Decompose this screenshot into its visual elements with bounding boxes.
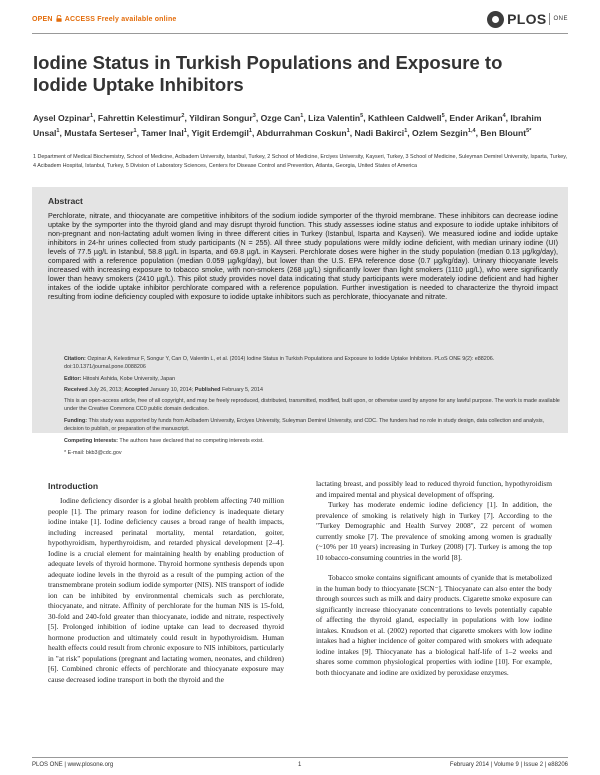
- competing-interests: [64, 437, 560, 445]
- author-name: Mustafa Serteser: [64, 128, 134, 139]
- author-affiliation-marker: 1: [56, 128, 60, 135]
- author-affiliation-marker: 1: [346, 128, 350, 135]
- author-affiliation-marker: 1: [404, 128, 408, 135]
- footer-rule: [32, 757, 568, 758]
- citation: [64, 355, 560, 372]
- author-affiliation-marker: 5*: [526, 128, 532, 135]
- email[interactable]: * E-mail: bkb3@cdc.gov: [64, 450, 122, 456]
- citation-label: Citation:: [64, 356, 86, 362]
- author-affiliation-marker: 4: [502, 113, 506, 119]
- journal-header: [32, 9, 568, 31]
- received-date: July 26, 2013;: [89, 387, 123, 393]
- left-column: [48, 496, 284, 685]
- editor: [64, 375, 560, 383]
- footer-journal: PLOS ONE | www.plosone.org: [32, 762, 114, 768]
- right-column: [316, 479, 552, 678]
- open-label: OPEN: [32, 16, 53, 23]
- funding-label: Funding:: [64, 418, 88, 424]
- plos-wordmark: PLOS: [507, 11, 547, 27]
- affiliations: 1 Department of Medical Biochemistry, School of Medicine, Acibadem University, Istanbul, Turkey, 2 School of Medicine, Erciyes University, Kayseri, Turkey, 3 School of Medicine, Suleyman Demirel University, Isparta, Turkey, 4 Acibadem Hospital, Istanbul, Turkey, 5 Division of Laboratory Sciences, Centers for Disease Control and Prevention, Atlanta, Georgia, United States of America: [33, 154, 568, 169]
- author-name: Ender Arikan: [449, 112, 503, 123]
- received-label: Received: [64, 387, 88, 393]
- plos-logo-icon: [487, 11, 504, 28]
- open-access-banner: [32, 15, 177, 23]
- citation-text: Ozpinar A, Kelestimur F, Songur Y, Can O, Valentin L, et al. (2014) Iodine Status in Turkish Populations and Exposure to Iodide Uptake Inhibitors. PLoS ONE 9(2): e88206. doi:10.1371/journal.pone.0088206: [64, 356, 495, 371]
- author-name: Nadi Bakirci: [354, 128, 405, 139]
- dates: [64, 386, 560, 394]
- author-list: Aysel Ozpinar$^1$, Fahrettin Kelestimur$^2$, Yildiran Songur$^3$, Ozge Can$^1$, Liza Valentin$^5$, Kathleen Caldwell$^5$, Ender Arikan$^4$, Ibrahim Unsal$^1$, Mustafa Serteser$^1$, Tamer Inal$^1$, Yigit Erdemgil$^1$, Abdurrahman Coskun$^1$, Nadi Bakirci$^1$, Ozlem Sezgin$^{1,4}$, Ben Blount$^{5*}$: [33, 112, 542, 139]
- page-number: 1: [298, 762, 302, 768]
- author-name: Ozlem Sezgin: [412, 128, 468, 139]
- access-label: ACCESS: [64, 16, 96, 23]
- funding: [64, 417, 560, 434]
- author-affiliation-marker: 1: [300, 113, 304, 119]
- published-date: February 5, 2014: [221, 387, 264, 393]
- editor-label: Editor:: [64, 376, 82, 382]
- author-name: Abdurrahman Coskun: [256, 128, 347, 139]
- intro-paragraph: Tobacco smoke contains significant amounts of cyanide that is metabolized in the human body to thiocyanate [SCN⁻]. Thiocyanate can also enter the body through sources such as milk and dairy products. Cigarette smoke exposure can significantly increase thiocyanate concentrations to levels potentially capable of affecting the thyroid gland, especially in populations with low iodine intakes. Knudson et al. (2002) reported that cigarette smokers with low iodine intakes had a higher incidence of goiter compared with smokers with adequate iodine intakes [9]. Thiocyanate has a biological half-life of 1–2 weeks and shares some common physiological properties with iodine [10]. For example, both thiocyanate and iodine are oxidized by peroxidase enzymes.: [316, 573, 552, 677]
- author-name: Tamer Inal: [141, 128, 184, 139]
- author-name: Ibrahim Unsal: [33, 112, 542, 139]
- funding-text: This study was supported by funds from Acibadem University, Erciyes University, Suleyman Demirel University, and CDC. The funders had no role in study design, data collection and analysis, decision to publish, or preparation of the manuscript.: [64, 418, 545, 433]
- author-affiliation-marker: 3: [252, 113, 256, 119]
- author-affiliation-marker: 5: [360, 113, 364, 119]
- author-name: Liza Valentin: [308, 112, 361, 123]
- author-affiliation-marker: 1: [90, 113, 94, 119]
- author-affiliation-marker: 1: [133, 128, 137, 135]
- license: This is an open-access article, free of all copyright, and may be freely reproduced, distributed, transmitted, modified, built upon, or otherwise used by anyone for any lawful purpose. The work is made available under the Creative Commons CC0 public domain dedication.: [64, 398, 560, 413]
- logo-divider: [549, 13, 550, 25]
- published-label: Published: [194, 387, 221, 393]
- intro-paragraph: Turkey has moderate endemic iodine deficiency [1]. In addition, the prevalence of smoking is relatively high in Turkey [7]. According to the "Turkey Demographic and Health Survey 2008", 22 percent of women currently smoke [7]. The prevalence of smoking among women is gradually (~10% per 10 years) increasing in Turkey (2008) [7]. Turkey is among the top 10 tobacco-consuming countries in the world [8].: [316, 500, 552, 562]
- header-rule: [32, 33, 568, 34]
- plos-one-label: ONE: [553, 16, 568, 22]
- abstract-heading: Abstract: [48, 196, 83, 206]
- author-name: Ozge Can: [260, 112, 301, 123]
- article-title: Iodine Status in Turkish Populations and Exposure to Iodide Uptake Inhibitors: [33, 52, 503, 95]
- editor-text: Hitoshi Ashida, Kobe University, Japan: [82, 376, 176, 382]
- abstract-text: Perchlorate, nitrate, and thiocyanate are competitive inhibitors of the sodium iodide symporter of the thyroid membrane. These inhibitors can decrease iodine uptake by the symporter into the thyroid gland and may disrupt thyroid function. This study assesses iodine status and exposure to iodide uptake inhibitors of non-pregnant and non-lactating adult women living in three different cities in Turkey (Istanbul, Isparta and Kayseri). We measured iodine and iodide uptake inhibitors in 24-hr urines collected from study participants (N = 255). All three study populations were mildly iodine deficient, with median urinary iodine (UI) levels of 77.5 µg/L in Istanbul, 58.8 µg/L in Isparta, and 69.8 µg/L in Kayseri. Perchlorate doses were higher in the study population (median 0.13 µg/kg/day), compared with a reference population (median 0.059 µg/kg/day), but lower than the U.S. EPA reference dose (0.7 µg/kg/day). Urinary thiocyanate levels increased with increasing exposure to tobacco smoke, with non-smokers (268 µg/L) significantly lower than light smokers (1110 µg/L), who were significantly lower than heavy smokers (2410 µg/L). This pilot study provides novel data indicating that study participants were moderately iodine deficient and had higher intakes of the iodide uptake inhibitor perchlorate compared with a reference population. Further investigation is needed to characterize the thyroid impact resulting from iodine deficiency coupled with exposure to iodide uptake inhibitors such as perchlorate, thiocyanate and nitrate.: [48, 211, 558, 302]
- introduction-heading: Introduction: [48, 481, 99, 491]
- accepted-label: Accepted: [124, 387, 149, 393]
- author-affiliation-marker: 5: [441, 113, 445, 119]
- author-affiliation-marker: 1: [248, 128, 252, 135]
- author-name: Aysel Ozpinar: [33, 112, 90, 123]
- footer-issue: February 2014 | Volume 9 | Issue 2 | e88206: [449, 762, 568, 768]
- competing-interests-text: The authors have declared that no competing interests exist.: [119, 438, 264, 444]
- author-affiliation-marker: 2: [181, 113, 185, 119]
- author-name: Fahrettin Kelestimur: [97, 112, 182, 123]
- open-access-lock-icon: [56, 15, 62, 22]
- freely-available-label: Freely available online: [97, 16, 177, 23]
- competing-interests-label: Competing Interests:: [64, 438, 118, 444]
- author-name: Ben Blount: [480, 128, 527, 139]
- author-affiliation-marker: 1,4: [467, 128, 476, 135]
- intro-paragraph: lactating breast, and possibly lead to reduced thyroid function, hypothyroidism and impaired mental and physical development of offspring.: [316, 479, 552, 499]
- author-name: Yildiran Songur: [189, 112, 253, 123]
- author-affiliation-marker: 1: [183, 128, 187, 135]
- author-name: Yigit Erdemgil: [191, 128, 249, 139]
- author-name: Kathleen Caldwell: [368, 112, 442, 123]
- plos-logo: [487, 9, 568, 29]
- intro-paragraph: Iodine deficiency disorder is a global health problem affecting 740 million people [1]. The primary reason for iodine deficiency is inadequate dietary iodine intake [1]. Iodine deficiency causes a broad range of health impacts, including increased perinatal mortality, mental retardation, goiter, hypothyroidism, hyperthyroidism, and retarded physical development [2–4]. Iodine is a crucial element for maintaining health by enabling production of adequate levels of thyroid hormone. Thyroid hormone synthesis depends upon adequate iodine levels in the thyroid as a result of the pumping action of the transmembrane protein sodium iodide symporter (NIS). NIS transport of iodide ion can be inhibited by environmental chemicals such as perchlorate, thiocyanate, and nitrate. Affinity of perchlorate for the human NIS is 15-fold, 30-fold and 240-fold greater than thiocyanate, iodide and nitrate, respectively [5]. Prolonged inhibition of iodine uptake can lead to decreased thyroid hormone production and ultimately could result in hypothyroidism. Human health effects could result from chronic exposure to NIS inhibitors, particularly in "at risk" populations (pregnant and lactating women, neonates, and children) [6]. Combined chronic effects of perchlorate and thiocyanate exposure may cause decreased iodine transport in both the thyroid and the: [48, 496, 284, 684]
- accepted-date: January 10, 2014;: [150, 387, 194, 393]
